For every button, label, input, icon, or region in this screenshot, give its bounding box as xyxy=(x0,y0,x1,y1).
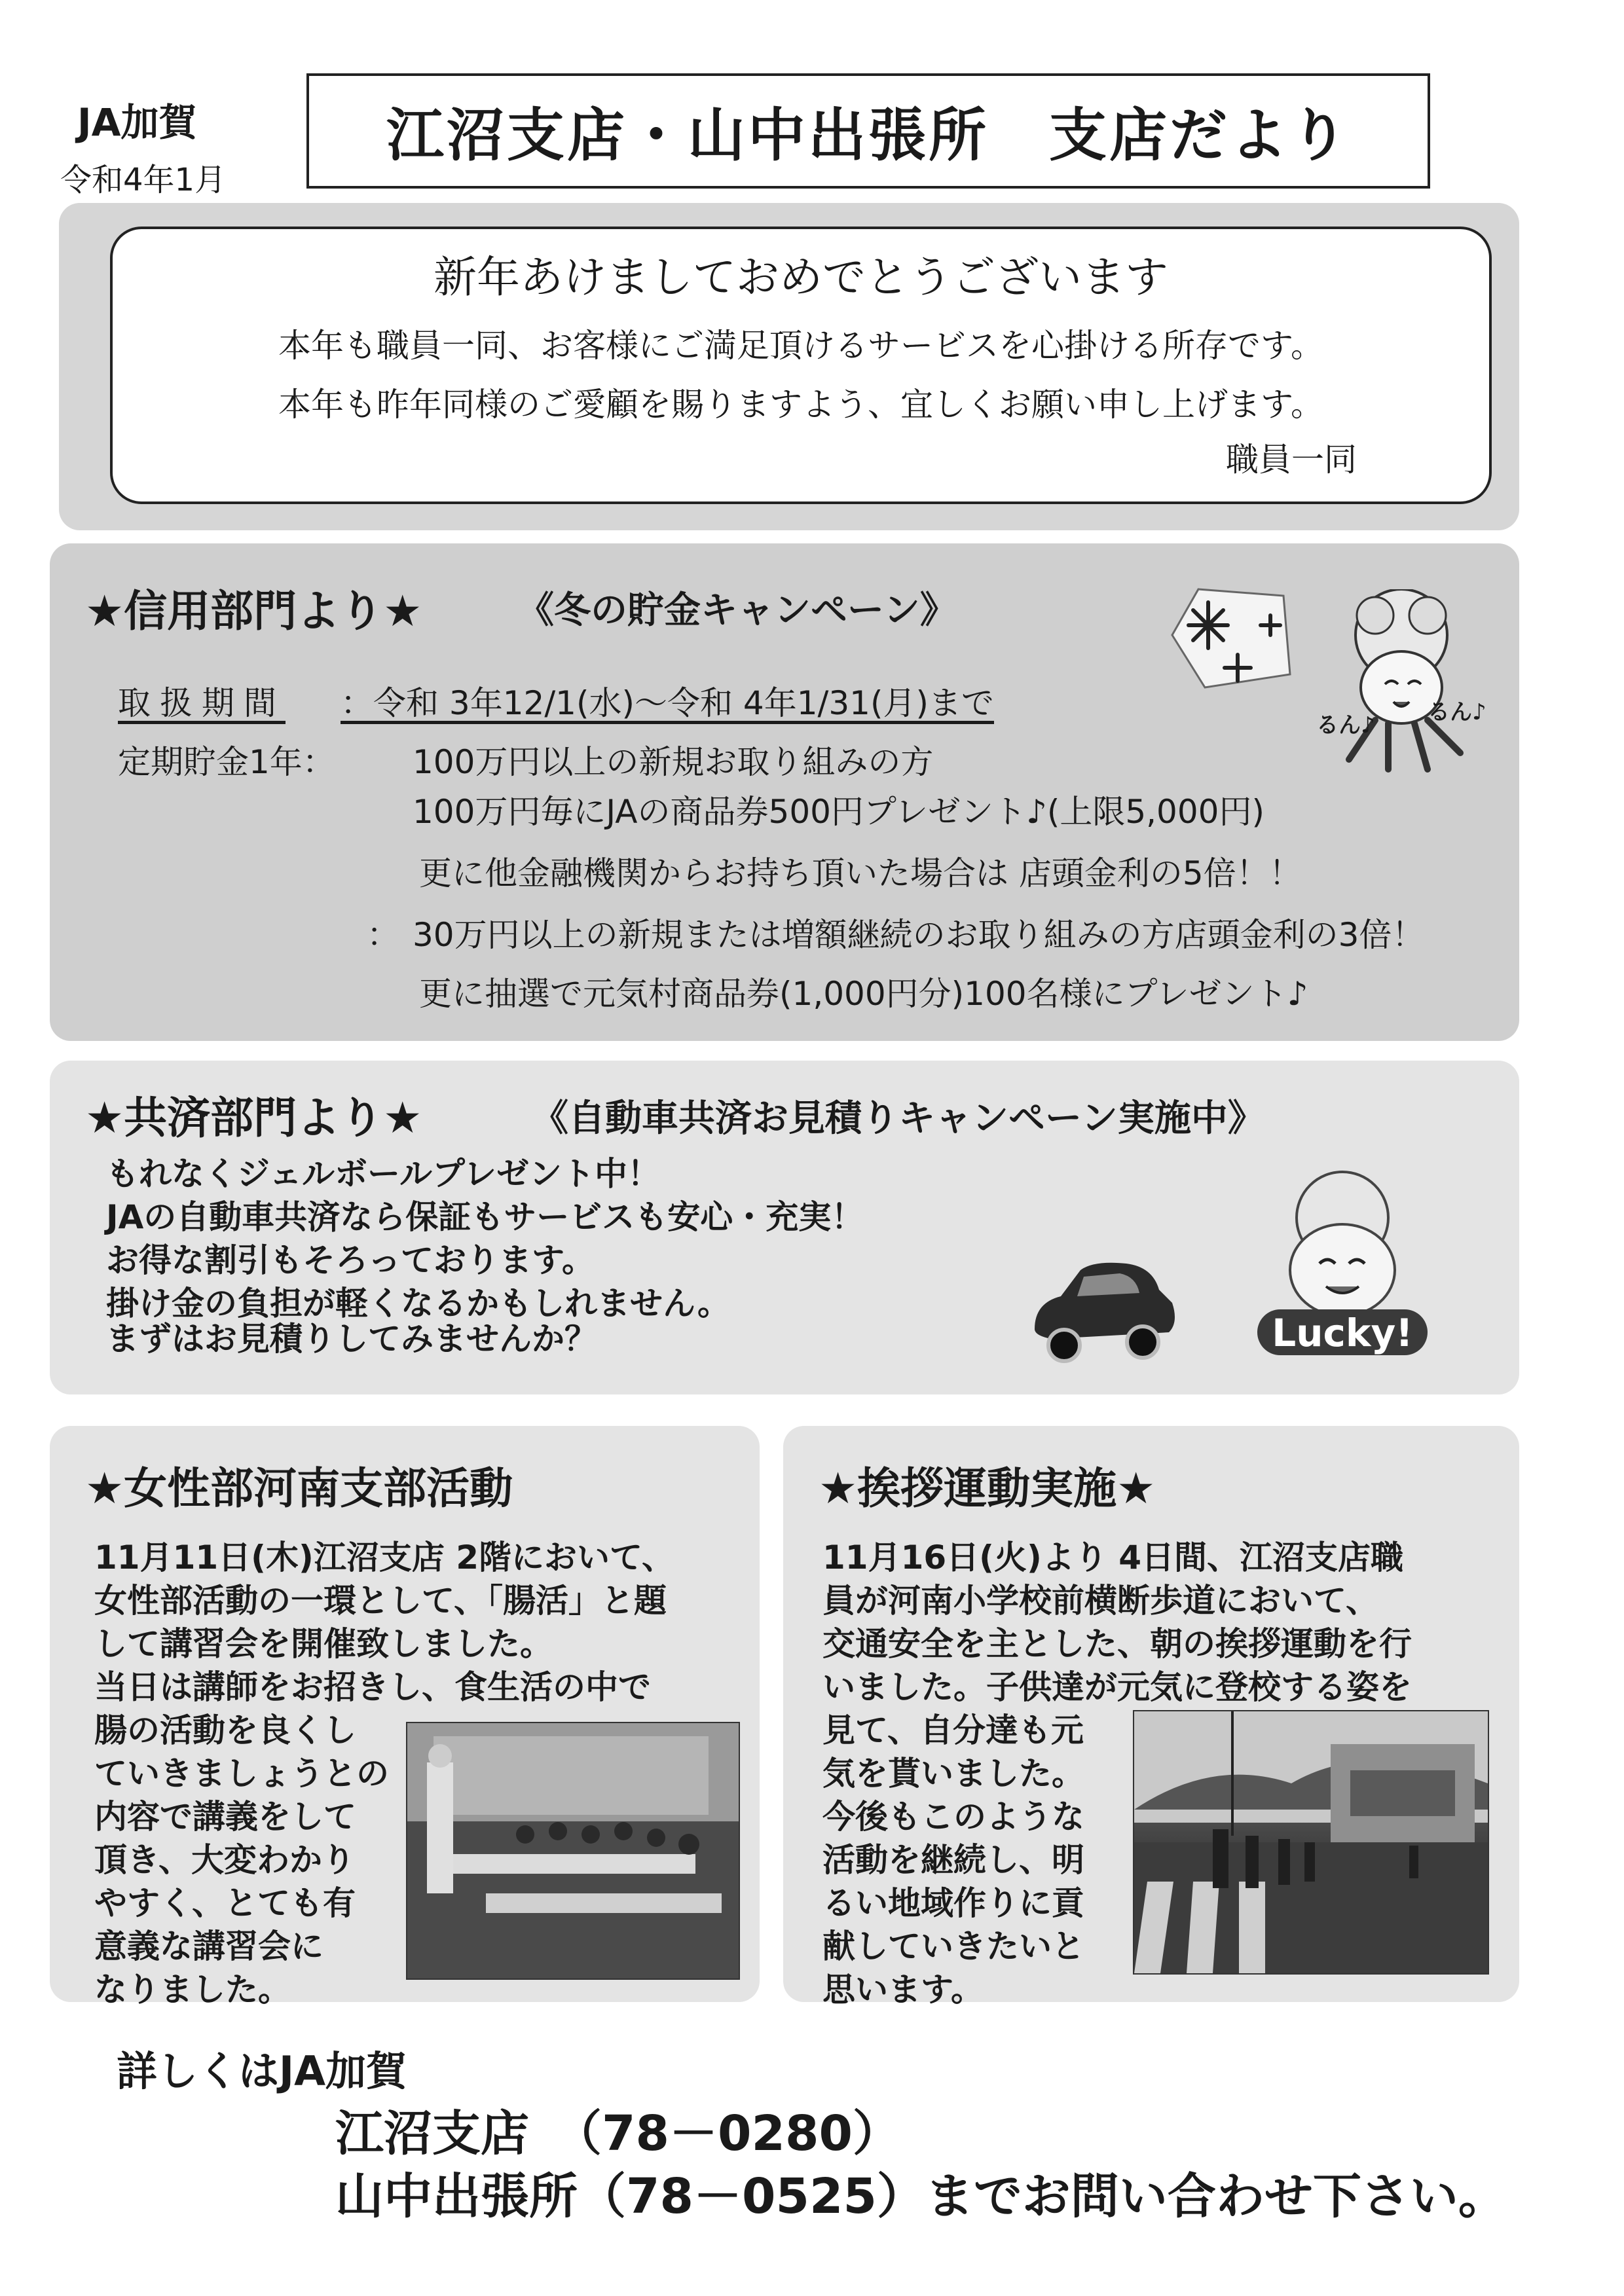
aisatsu-line-10: 献していきたいと xyxy=(822,1927,1084,1965)
kyosai-heading: ★共済部門より★ xyxy=(85,1093,422,1143)
aisatsu-line-3: 交通安全を主とした、朝の挨拶運動を行 xyxy=(822,1625,1412,1663)
kyosai-line-4: 掛け金の負担が軽くなるかもしれません。 xyxy=(106,1285,730,1322)
women-line-10: 意義な講習会に xyxy=(94,1927,323,1965)
aisatsu-line-2: 員が河南小学校前横断歩道において、 xyxy=(822,1582,1378,1620)
credit-line-2: 100万円毎にJAの商品券500円プレゼント♪(上限5,000円) xyxy=(413,793,1265,831)
greeting-line-2: 本年も昨年同様のご愛顧を賜りますよう、宜しくお願い申し上げます。 xyxy=(278,386,1323,424)
kyosai-line-1: もれなくジェルボールプレゼント中！ xyxy=(106,1155,660,1193)
kyosai-campaign: 《自動車共済お見積りキャンペーン実施中》 xyxy=(532,1097,1264,1140)
women-line-9: やすく、とても有 xyxy=(94,1884,356,1922)
mascot-dancing-icon xyxy=(1316,589,1486,786)
lucky-text: Lucky! xyxy=(1272,1311,1413,1355)
aisatsu-line-4: いました。子供達が元気に登校する姿を xyxy=(822,1668,1412,1706)
aisatsu-line-11: 思います。 xyxy=(822,1971,984,2009)
car-icon xyxy=(1022,1244,1179,1368)
crosswalk-photo xyxy=(1133,1710,1489,1975)
snowflake-icon xyxy=(1159,583,1303,701)
greeting-line-1: 本年も職員一同、お客様にご満足頂けるサービスを心掛ける所存です。 xyxy=(278,327,1323,365)
footer-branch-1: 江沼支店 （78－0280） xyxy=(335,2105,901,2162)
item-label: 定期貯金1年： xyxy=(118,743,335,781)
women-line-3: して講習会を開催致しました。 xyxy=(94,1625,553,1663)
credit-line-3: 更に他金融機関からお持ち頂いた場合は 店頭金利の5倍！！ xyxy=(419,854,1302,892)
mascot-label-right: るん♪ xyxy=(1428,699,1486,725)
women-line-5: 腸の活動を良くし xyxy=(94,1711,356,1749)
aisatsu-heading: ★挨拶運動実施★ xyxy=(819,1463,1156,1514)
footer-branch-2: 山中出張所（78－0525）までお問い合わせ下さい。 xyxy=(335,2168,1507,2225)
kyosai-line-5: まずはお見積りしてみませんか？ xyxy=(106,1320,597,1358)
credit-line-5: 更に抽選で元気村商品券(1,000円分)100名様にプレゼント♪ xyxy=(419,975,1308,1013)
mascot-label-left: るん♪ xyxy=(1316,712,1375,738)
period-label: 取扱期間 xyxy=(118,684,286,722)
aisatsu-line-8: 活動を継続し、明 xyxy=(822,1841,1084,1879)
credit-colon: ： xyxy=(367,916,399,954)
women-line-4: 当日は講師をお招きし、食生活の中で xyxy=(94,1668,651,1706)
greeting-signature: 職員一同 xyxy=(1226,441,1357,479)
aisatsu-line-9: るい地域作りに貢 xyxy=(822,1884,1084,1922)
women-line-6: ていきましょうとの xyxy=(94,1755,389,1793)
aisatsu-line-5: 見て、自分達も元 xyxy=(822,1711,1084,1749)
period-value: ：令和 3年12/1(水)～令和 4年1/31(月)まで xyxy=(341,684,994,722)
footer-intro: 詳しくはJA加賀 xyxy=(117,2047,407,2095)
kyosai-line-2: JAの自動車共済なら保証もサービスも安心・充実！ xyxy=(106,1198,864,1236)
credit-line-1: 100万円以上の新規お取り組みの方 xyxy=(413,743,934,781)
women-line-8: 頂き、大変わかり xyxy=(94,1841,355,1879)
org-name: JA加賀 xyxy=(77,100,197,145)
credit-heading: ★信用部門より★ xyxy=(85,586,422,636)
title-box xyxy=(306,73,1430,189)
women-line-7: 内容で講義をして xyxy=(94,1798,356,1836)
kyosai-line-3: お得な割引もそろっております。 xyxy=(106,1241,595,1279)
women-line-2: 女性部活動の一環として、「腸活」と題 xyxy=(94,1582,667,1620)
greeting-heading: 新年あけましておめでとうございます xyxy=(434,252,1168,302)
issue-date: 令和4年1月 xyxy=(60,162,227,198)
aisatsu-line-7: 今後もこのような xyxy=(822,1798,1084,1836)
aisatsu-line-6: 気を貰いました。 xyxy=(822,1755,1084,1793)
women-heading: ★女性部河南支部活動 xyxy=(85,1463,513,1514)
page-title: 江沼支店・山中出張所 支店だより xyxy=(386,101,1350,169)
credit-line-4: 30万円以上の新規または増額継続のお取り組みの方店頭金利の3倍！ xyxy=(413,916,1425,954)
credit-campaign: 《冬の貯金キャンペーン》 xyxy=(517,589,957,632)
seminar-photo xyxy=(406,1722,740,1980)
women-line-11: なりました。 xyxy=(94,1971,291,2009)
aisatsu-line-1: 11月16日(火)より 4日間、江沼支店職 xyxy=(822,1539,1404,1576)
women-line-1: 11月11日(木)江沼支店 2階において、 xyxy=(94,1539,675,1576)
